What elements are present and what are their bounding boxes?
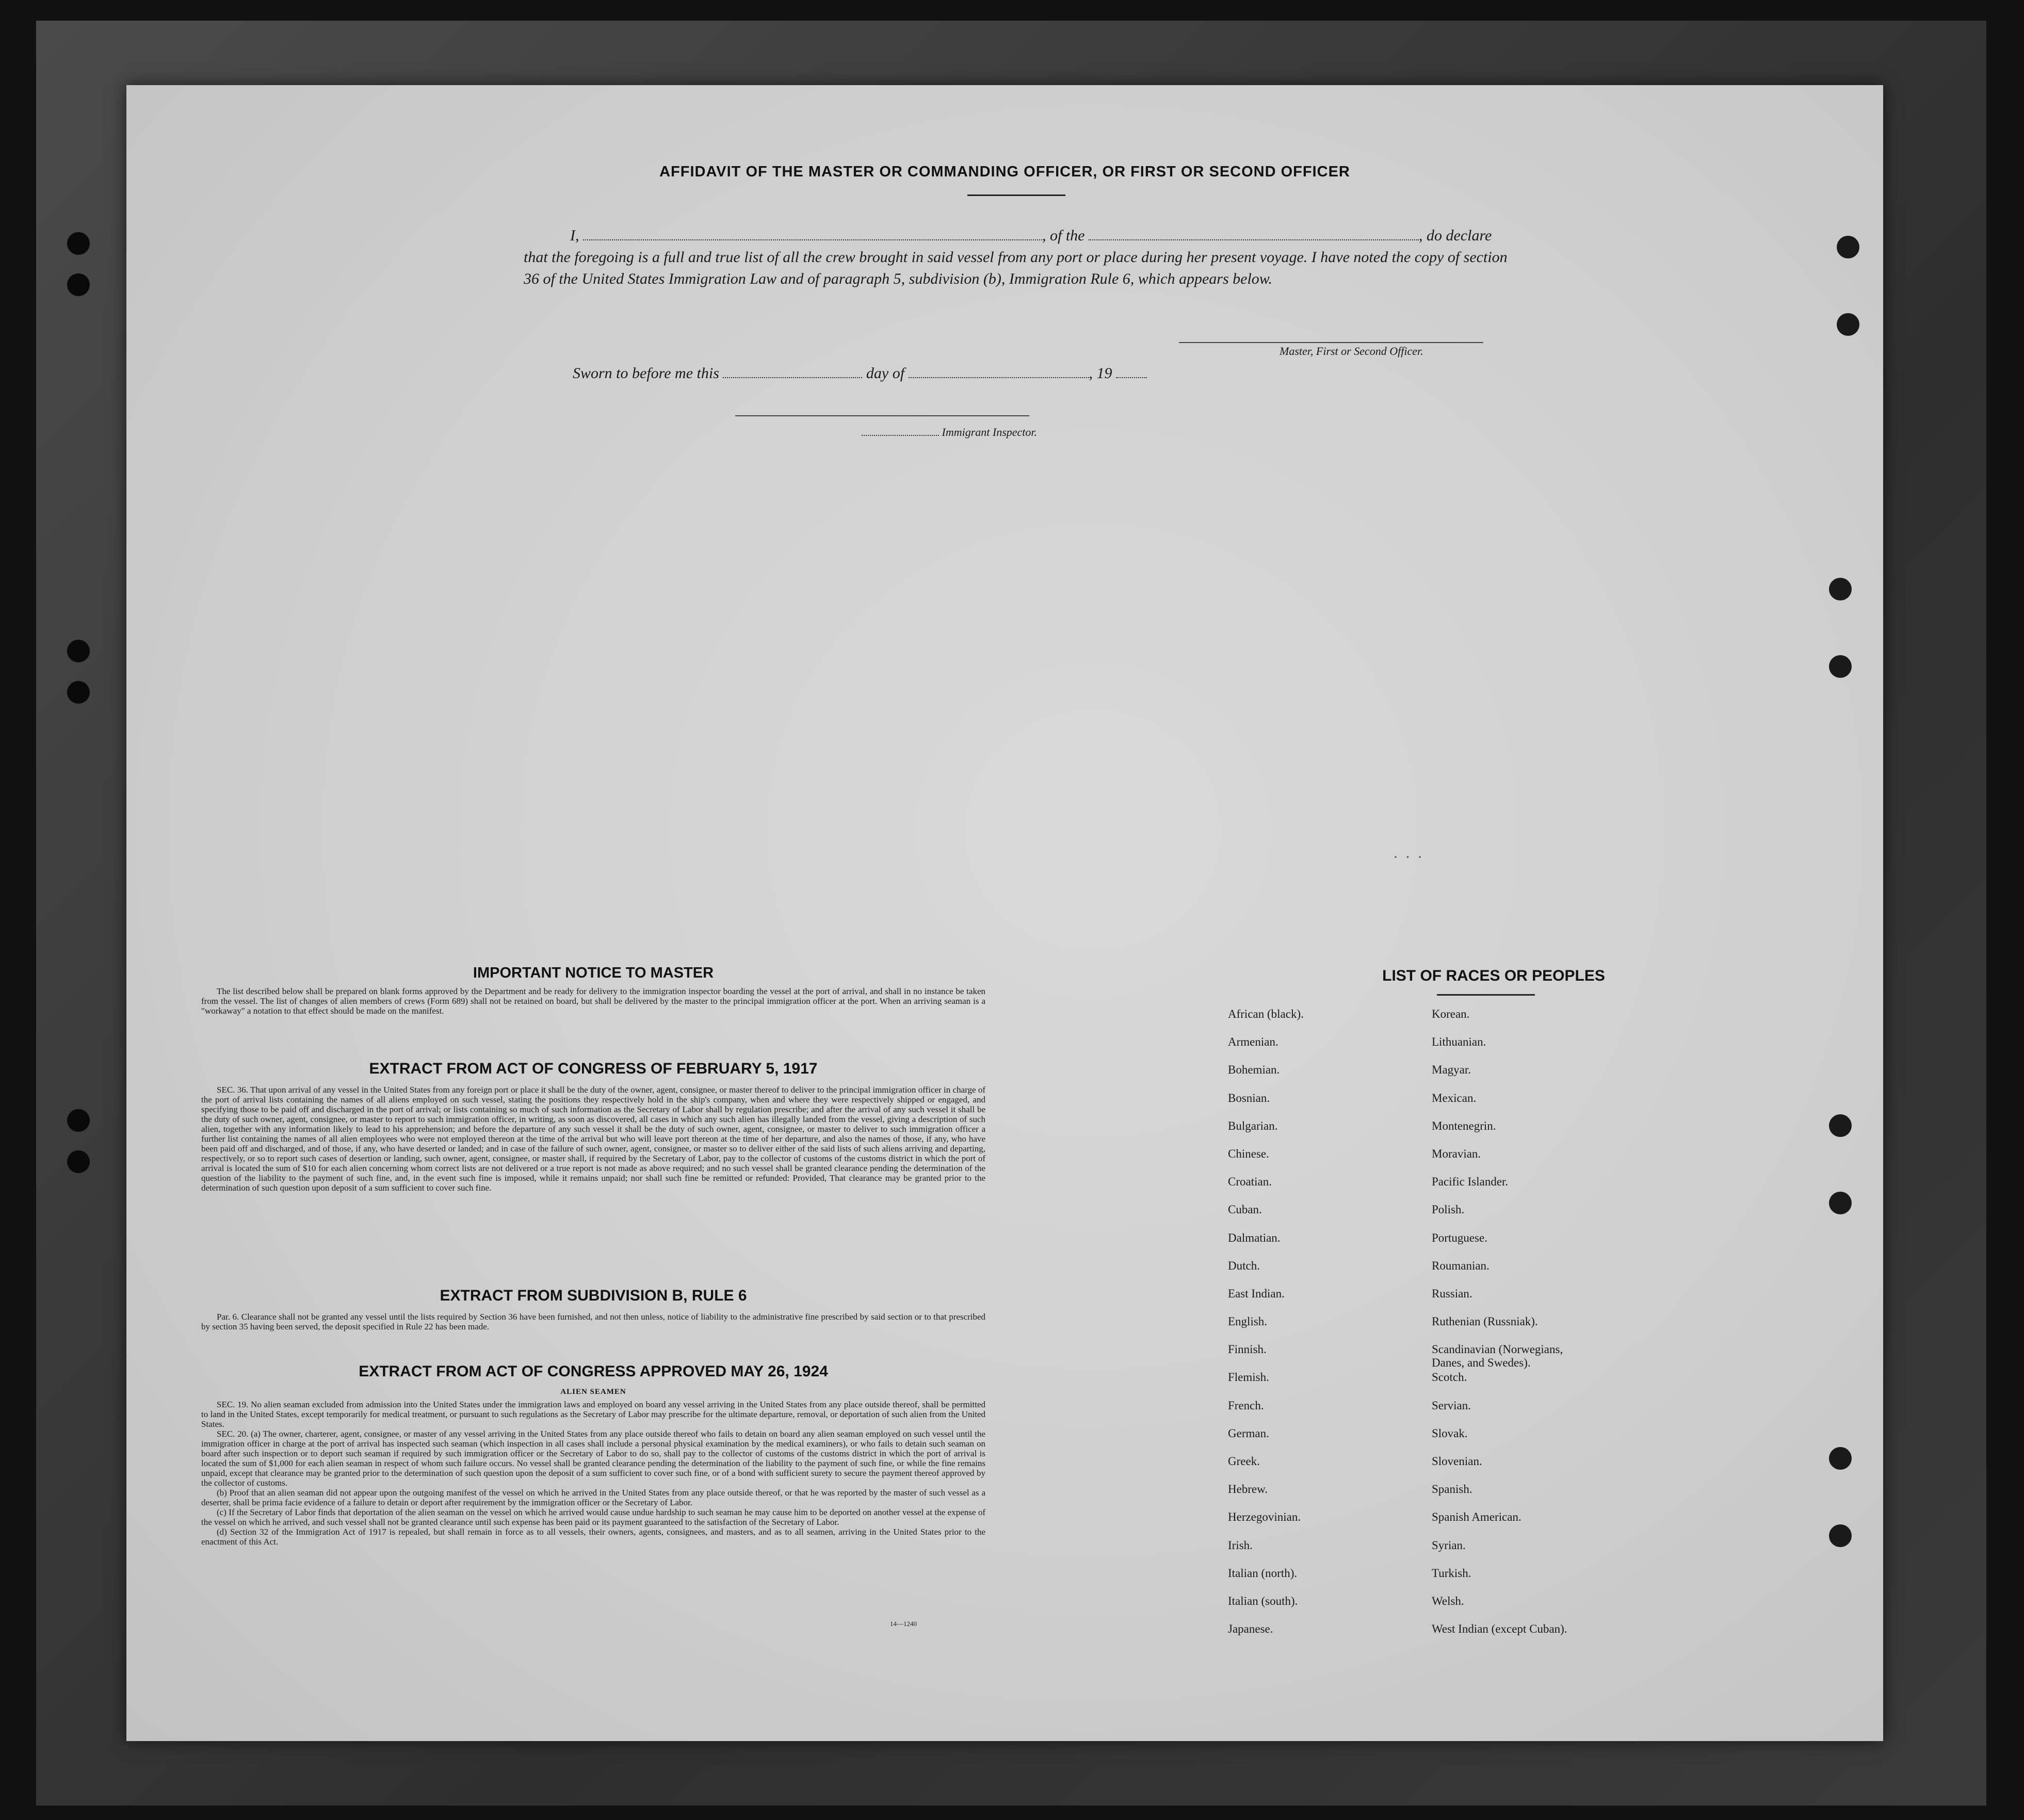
year-prefix: , 19 bbox=[1089, 365, 1112, 382]
binder-hole bbox=[67, 1150, 90, 1173]
races-right-column bbox=[1432, 1008, 1567, 1650]
race-item: Mexican. bbox=[1432, 1091, 1477, 1104]
race-item: Korean. bbox=[1432, 1008, 1470, 1020]
binder-hole bbox=[67, 273, 90, 296]
do-declare-label: , do declare bbox=[1419, 227, 1492, 244]
race-item: Turkish. bbox=[1432, 1566, 1471, 1580]
race-item: Greek. bbox=[1228, 1455, 1260, 1468]
inspector-signature-line[interactable] bbox=[735, 415, 1029, 416]
binder-hole bbox=[67, 681, 90, 704]
sworn-day-blank[interactable] bbox=[723, 375, 862, 378]
race-item: Slovak. bbox=[1432, 1426, 1468, 1440]
alien-seamen-heading: ALIEN SEAMEN bbox=[560, 1388, 626, 1396]
races-title-rule bbox=[1437, 994, 1535, 996]
race-item: Scandinavian (Norwegians, Danes, and Swedes). bbox=[1432, 1343, 1563, 1370]
race-item: French. bbox=[1228, 1399, 1264, 1412]
extract-1917-paragraph: SEC. 36. That upon arrival of any vessel in the United States from any foreign port or place it shall be the duty of the owner, agent, consignee, or master thereof to deliver to the principal immigration officer in charge of the port of arrival lists containing the names of all aliens employed on such vessel, stating the positions they respectively hold in the ship's company, when and where they were respectively shipped or engaged, and specifying those to be paid off and discharged in the port of arrival; or lists containing so much of such information as the Secretary of Labor shall by regulation prescribe; and after the arrival of any such vessel it shall be the duty of such owner, agent, consignee, or master to report to such immigration officer, in writing, as soon as discovered, all cases in which any such alien has illegally landed from the vessel, giving a description of such alien, together with any information likely to lead to his apprehension; and before the departure of any such vessel it shall be the duty of such owner, agent, consignee, or master to deliver to such immigration officer a further list containing the names of all alien employees who were not employed thereon at the time of the arrival but who will leave port thereon at the time of her departure, and also the names of those, if any, who have been paid off and discharged, and of those, if any, who have deserted or landed; and in case of the failure of such owner, agent, consignee, or master so to deliver either of the said lists of such aliens arriving and departing, respectively, or so to report such cases of desertion or landing, such owner, agent, consignee, or master shall, if required by the Secretary of Labor, pay to the collector of customs of the customs district in which the port of arrival is located the sum of $10 for each alien concerning whom correct lists are not delivered or a true report is not made as above required; and no such vessel shall be granted clearance pending the determination of the question of the liability to the payment of such fine, and, in the event such fine is imposed, while it remains unpaid; nor shall such fine be remitted or refunded: Provided, That clearance may be granted prior to the determination of such question upon deposit of a sum sufficient to cover such fine. bbox=[201, 1085, 985, 1193]
affidavit-title: AFFIDAVIT OF THE MASTER OR COMMANDING OFFICER, OR FIRST OR SECOND OFFICER bbox=[659, 164, 1350, 180]
race-item: Dalmatian. bbox=[1228, 1231, 1281, 1244]
sworn-month-blank[interactable] bbox=[909, 375, 1089, 378]
race-item: Finnish. bbox=[1228, 1343, 1267, 1356]
race-item: African (black). bbox=[1228, 1008, 1304, 1020]
race-item: Roumanian. bbox=[1432, 1259, 1489, 1272]
extract-rule6-text bbox=[201, 1312, 985, 1331]
races-left-column bbox=[1228, 1008, 1304, 1650]
race-item: Montenegrin. bbox=[1432, 1119, 1496, 1132]
declaration-line bbox=[570, 227, 1492, 245]
race-item: West Indian (except Cuban). bbox=[1432, 1622, 1567, 1636]
race-item: East Indian. bbox=[1228, 1287, 1285, 1300]
race-item: Welsh. bbox=[1432, 1594, 1464, 1607]
form-number: 14—1240 bbox=[890, 1620, 917, 1628]
binder-hole bbox=[67, 640, 90, 662]
race-item: Herzegovinian. bbox=[1228, 1510, 1301, 1524]
race-item: Croatian. bbox=[1228, 1175, 1272, 1189]
race-item: Chinese. bbox=[1228, 1147, 1269, 1160]
race-item: Italian (south). bbox=[1228, 1594, 1298, 1607]
race-item: Bosnian. bbox=[1228, 1091, 1270, 1104]
race-item: Polish. bbox=[1432, 1203, 1465, 1216]
manifest-sheet bbox=[126, 85, 1883, 1741]
race-item: Scotch. bbox=[1432, 1371, 1467, 1384]
race-item: Flemish. bbox=[1228, 1371, 1269, 1384]
stray-marks: · · · bbox=[1393, 849, 1424, 866]
master-signature-caption: Master, First or Second Officer. bbox=[1280, 345, 1423, 358]
extract-1924-sec19: SEC. 19. No alien seaman excluded from admission into the United States under the immigration laws and employed on board any vessel arriving in the United States from any place outside thereof, shall be permitted to land in the United States, except temporarily for medical treatment, or pursuant to such regulations as the Secretary of Labor may prescribe for the ultimate departure, removal, or deportation of such alien from the United States. bbox=[201, 1400, 985, 1429]
race-item: Italian (north). bbox=[1228, 1566, 1298, 1580]
inspector-caption: Immigrant Inspector. bbox=[942, 426, 1038, 438]
punch-hole bbox=[1829, 1192, 1852, 1214]
punch-hole bbox=[1829, 655, 1852, 678]
sworn-year-blank[interactable] bbox=[1116, 375, 1147, 378]
race-item: Bohemian. bbox=[1228, 1063, 1280, 1077]
race-item: Servian. bbox=[1432, 1399, 1471, 1412]
races-title: LIST OF RACES OR PEOPLES bbox=[1382, 967, 1605, 984]
race-item: Magyar. bbox=[1432, 1063, 1471, 1077]
day-of-label: day of bbox=[866, 365, 905, 382]
punch-hole bbox=[1829, 578, 1852, 600]
extract-rule6-paragraph: Par. 6. Clearance shall not be granted any vessel until the lists required by Section 36 have been furnished, and not then unless, notice of liability to the administrative fine prescribed by said section or to that prescribed by section 35 having been served, the deposit specified in Rule 22 has been made. bbox=[201, 1312, 985, 1331]
binder-hole bbox=[67, 232, 90, 255]
race-item: Dutch. bbox=[1228, 1259, 1260, 1272]
race-item: Irish. bbox=[1228, 1538, 1253, 1552]
notice-text bbox=[201, 986, 985, 1016]
sworn-label: Sworn to before me this bbox=[573, 365, 719, 382]
race-item: Russian. bbox=[1432, 1287, 1472, 1300]
extract-1917-title: EXTRACT FROM ACT OF CONGRESS OF FEBRUARY 5, 1917 bbox=[369, 1060, 818, 1077]
race-item: Lithuanian. bbox=[1432, 1035, 1486, 1049]
extract-1924-sec20a: SEC. 20. (a) The owner, charterer, agent, consignee, or master of any vessel arriving in the United States from any place outside thereof who fails to detain on board any alien seaman employed on such vessel until the immigration officer in charge at the port of arrival has inspected such seaman (which inspection in all cases shall include a personal physical examination by the medical examiners), or who fails to detain such seaman on board after such inspection or to deport such seaman if required by such immigration officer or the Secretary of Labor to do so, shall pay to the collector of customs of the customs district in which the port of arrival is located the sum of $1,000 for each alien seaman in respect of whom such failure occurs. No vessel shall be granted clearance pending the determination of the liability to the payment of such fine, or while the fine remains unpaid, except that clearance may be granted prior to the determination of such question upon the deposit of a sum sufficient to cover such fine, or of a bond with sufficient surety to secure the payment thereof approved by the collector of customs. bbox=[201, 1429, 985, 1488]
race-item: Cuban. bbox=[1228, 1203, 1262, 1216]
binder-hole bbox=[67, 1109, 90, 1132]
notice-paragraph: The list described below shall be prepared on blank forms approved by the Department and be ready for delivery to the immigration inspector boarding the vessel at the port of arrival, and shall in no instance be taken from the vessel. The list of changes of alien members of crews (Form 689) shall not be retained on board, but shall be delivered by the master to the principal immigration officer at the port. When an arriving seaman is a "workaway" a notation to that effect should be made on the manifest. bbox=[201, 986, 985, 1016]
race-item: Moravian. bbox=[1432, 1147, 1481, 1160]
extract-1924-text bbox=[201, 1400, 985, 1547]
race-item: Portuguese. bbox=[1432, 1231, 1487, 1244]
punch-hole bbox=[1837, 313, 1859, 336]
master-signature-line[interactable] bbox=[1179, 342, 1483, 343]
race-item: English. bbox=[1228, 1315, 1268, 1328]
inspector-caption-wrap bbox=[862, 426, 1037, 439]
name-blank[interactable] bbox=[583, 237, 1042, 240]
notice-title: IMPORTANT NOTICE TO MASTER bbox=[473, 965, 714, 981]
i-label: I, bbox=[570, 227, 579, 244]
race-item: Armenian. bbox=[1228, 1035, 1278, 1049]
punch-hole bbox=[1829, 1447, 1852, 1470]
extract-1924-sec20d: (d) Section 32 of the Immigration Act of 1917 is repealed, but shall remain in force as to all vessels, their owners, agents, consignees, and masters, and as to all seamen, arriving in the United States prior to the enactment of this Act. bbox=[201, 1527, 985, 1547]
race-item: Spanish. bbox=[1432, 1483, 1472, 1496]
race-item: Japanese. bbox=[1228, 1622, 1273, 1636]
extract-rule6-title: EXTRACT FROM SUBDIVISION B, RULE 6 bbox=[440, 1287, 747, 1304]
punch-hole bbox=[1837, 236, 1859, 258]
punch-hole bbox=[1829, 1524, 1852, 1547]
extract-1924-title: EXTRACT FROM ACT OF CONGRESS APPROVED MAY 26, 1924 bbox=[359, 1363, 828, 1380]
extract-1924-sec20b: (b) Proof that an alien seaman did not appear upon the outgoing manifest of the vessel on which he arrived in the United States from any place outside thereof, or that he was reported by the master of such vessel as a deserter, shall be prima facie evidence of a failure to detain or deport after requirement by the immigration officer or the Secretary of Labor. bbox=[201, 1488, 985, 1507]
race-item: Ruthenian (Russniak). bbox=[1432, 1315, 1538, 1328]
inspector-caption-dots bbox=[862, 433, 939, 436]
extract-1924-sec20c: (c) If the Secretary of Labor finds that deportation of the alien seaman on the vessel on which he arrived would cause undue hardship to such seaman he may cause him to be deported on another vessel at the expense of the vessel on which he arrived, and such vessel shall not be granted clearance until such expense has been paid or its payment guaranteed to the satisfaction of the Secretary of Labor. bbox=[201, 1507, 985, 1527]
race-item: Syrian. bbox=[1432, 1538, 1466, 1552]
sworn-line bbox=[573, 365, 1147, 382]
race-item: Pacific Islander. bbox=[1432, 1175, 1509, 1189]
extract-1917-text bbox=[201, 1085, 985, 1193]
race-item: Slovenian. bbox=[1432, 1455, 1482, 1468]
of-the-label: , of the bbox=[1042, 227, 1085, 244]
race-item: Bulgarian. bbox=[1228, 1119, 1278, 1132]
race-item: German. bbox=[1228, 1426, 1269, 1440]
vessel-blank[interactable] bbox=[1089, 237, 1419, 240]
race-item: Hebrew. bbox=[1228, 1483, 1268, 1496]
punch-hole bbox=[1829, 1114, 1852, 1137]
affidavit-body: that the foregoing is a full and true list of all the crew brought in said vessel from any port or place during her present voyage. I have noted the copy of section 36 of the United States Immigration Law and of paragraph 5, subdivision (b), Immigration Rule 6, which appears below. bbox=[524, 249, 1508, 287]
race-item: Spanish American. bbox=[1432, 1510, 1521, 1524]
title-rule bbox=[967, 194, 1065, 196]
